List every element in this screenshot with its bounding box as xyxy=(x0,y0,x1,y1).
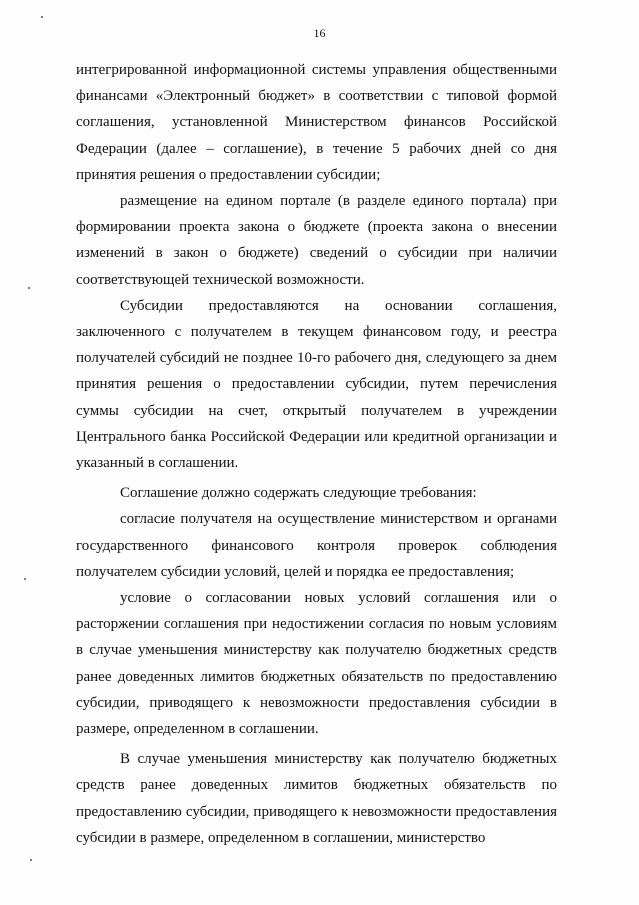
page-number: 16 xyxy=(313,26,326,40)
scan-speck xyxy=(24,578,26,580)
paragraph-2: размещение на едином портале (в разделе единого портала) при формировании проекта закона о бюджете (проекта закона о внесении изменений в закон о бюджете) сведений о субсидии при наличии соответствующей технической возможности. xyxy=(76,193,557,288)
scan-speck xyxy=(28,287,30,289)
paragraph-4: Соглашение должно содержать следующие требования: xyxy=(120,485,477,502)
paragraph-5: согласие получателя на осуществление министерством и органами государственного финансового контроля проверок соблюдения получателем субсидии условий, целей и порядка ее предоставления; xyxy=(76,511,557,580)
scan-speck xyxy=(41,16,43,18)
scan-speck xyxy=(30,859,32,861)
paragraph-1: интегрированной информационной системы управления общественными финансами «Электронный бюджет» в соответствии с типовой формой соглашения, установленной Министерством финансов Российской Федерации (далее – соглашение), в течение 5 рабочих дней со дня принятия решения о предоставлении субсидии; xyxy=(76,62,557,183)
paragraph-7: В случае уменьшения министерству как получателю бюджетных средств ранее доведенных лимитов бюджетных обязательств по предоставлению субсидии, приводящего к невозможности предоставления субсидии в размере, определенном в соглашении, министерство xyxy=(76,751,557,846)
paragraph-6: условие о согласовании новых условий соглашения или о расторжении соглашения при недостижении согласия по новым условиям в случае уменьшения министерству как получателю бюджетных средств ранее доведенных лимитов бюджетных обязательств по предоставлению субсидии, приводящего к невозможности предоставления субсидии в размере, определенном в соглашении. xyxy=(76,590,557,738)
document-body xyxy=(76,57,557,851)
paragraph-3: Субсидии предоставляются на основании соглашения, заключенного с получателем в текущем финансовом году, и реестра получателей субсидий не позднее 10-го рабочего дня, следующего за днем принятия решения о предоставлении субсидии, путем перечисления суммы субсидии на счет, открытый получателем в учреждении Центрального банка Российской Федерации или кредитной организации и указанный в соглашении. xyxy=(76,297,557,472)
